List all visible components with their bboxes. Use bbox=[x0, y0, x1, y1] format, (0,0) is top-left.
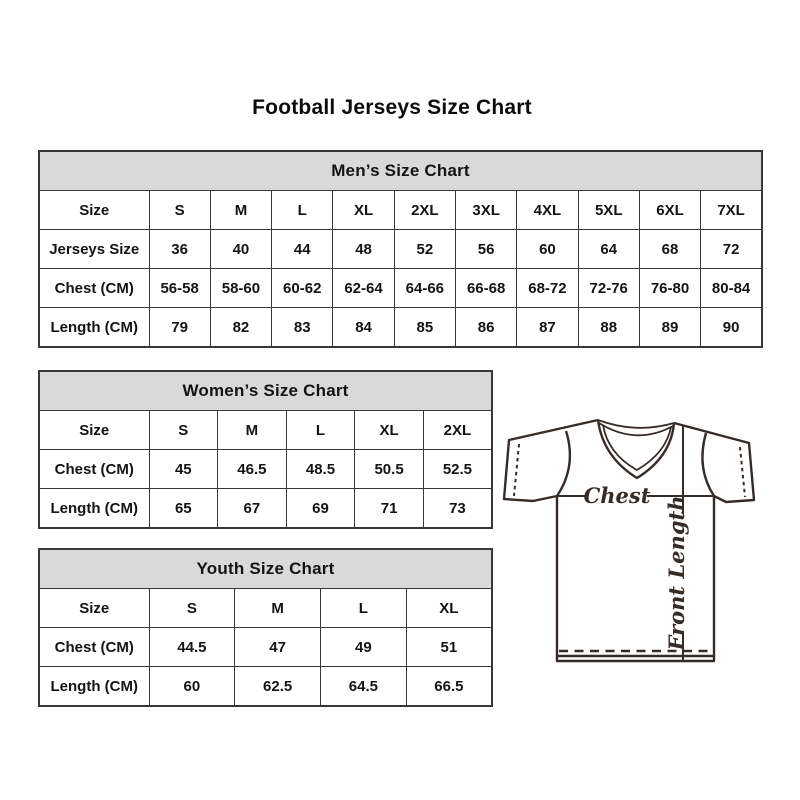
cell: 80-84 bbox=[701, 269, 762, 308]
jersey-measurement-diagram bbox=[500, 410, 772, 672]
table-row bbox=[39, 411, 492, 450]
cell: L bbox=[321, 589, 407, 628]
row-label: Size bbox=[39, 589, 149, 628]
row-label: Length (CM) bbox=[39, 308, 149, 348]
jersey-left-armhole bbox=[557, 431, 570, 496]
cell: 60-62 bbox=[272, 269, 333, 308]
jersey-left-cuff-stitch bbox=[514, 444, 519, 496]
youth-size-table bbox=[38, 548, 493, 707]
cell: 44 bbox=[272, 230, 333, 269]
table-title: Women’s Size Chart bbox=[39, 371, 492, 411]
table-row bbox=[39, 589, 492, 628]
cell: 67 bbox=[218, 489, 287, 529]
jersey-collar-rib bbox=[599, 423, 673, 435]
jersey-right-armhole bbox=[702, 433, 714, 496]
cell: 87 bbox=[517, 308, 578, 348]
cell: M bbox=[210, 191, 271, 230]
front-length-label: Front Length bbox=[664, 495, 689, 651]
cell: S bbox=[149, 191, 210, 230]
cell: S bbox=[149, 589, 235, 628]
cell: 64 bbox=[578, 230, 639, 269]
jersey-body bbox=[557, 496, 714, 661]
cell: S bbox=[149, 411, 218, 450]
cell: 49 bbox=[321, 628, 407, 667]
table-row bbox=[39, 450, 492, 489]
cell: 52 bbox=[394, 230, 455, 269]
cell: XL bbox=[406, 589, 492, 628]
cell: M bbox=[218, 411, 287, 450]
chest-label: Chest bbox=[583, 483, 651, 508]
cell: 2XL bbox=[394, 191, 455, 230]
table-header-row bbox=[39, 151, 762, 191]
cell: 86 bbox=[455, 308, 516, 348]
cell: 79 bbox=[149, 308, 210, 348]
cell: 44.5 bbox=[149, 628, 235, 667]
mens-size-table bbox=[38, 150, 763, 348]
cell: 51 bbox=[406, 628, 492, 667]
cell: 68-72 bbox=[517, 269, 578, 308]
table-header-row bbox=[39, 549, 492, 589]
row-label: Chest (CM) bbox=[39, 269, 149, 308]
cell: 40 bbox=[210, 230, 271, 269]
row-label: Length (CM) bbox=[39, 489, 149, 529]
cell: 48 bbox=[333, 230, 394, 269]
cell: 71 bbox=[355, 489, 424, 529]
cell: 88 bbox=[578, 308, 639, 348]
cell: 65 bbox=[149, 489, 218, 529]
row-label: Size bbox=[39, 191, 149, 230]
table-title: Youth Size Chart bbox=[39, 549, 492, 589]
row-label: Size bbox=[39, 411, 149, 450]
page-title: Football Jerseys Size Chart bbox=[252, 96, 532, 119]
cell: 83 bbox=[272, 308, 333, 348]
table-header-row bbox=[39, 371, 492, 411]
cell: 4XL bbox=[517, 191, 578, 230]
table-row bbox=[39, 628, 492, 667]
table-row bbox=[39, 230, 762, 269]
cell: 52.5 bbox=[423, 450, 492, 489]
table-row bbox=[39, 191, 762, 230]
table-row bbox=[39, 489, 492, 529]
cell: 47 bbox=[235, 628, 321, 667]
cell: 48.5 bbox=[286, 450, 355, 489]
row-label: Chest (CM) bbox=[39, 628, 149, 667]
cell: 56 bbox=[455, 230, 516, 269]
cell: 50.5 bbox=[355, 450, 424, 489]
cell: 69 bbox=[286, 489, 355, 529]
cell: 89 bbox=[639, 308, 700, 348]
cell: 5XL bbox=[578, 191, 639, 230]
cell: 85 bbox=[394, 308, 455, 348]
cell: XL bbox=[355, 411, 424, 450]
cell: 36 bbox=[149, 230, 210, 269]
cell: 3XL bbox=[455, 191, 516, 230]
cell: 76-80 bbox=[639, 269, 700, 308]
cell: 60 bbox=[149, 667, 235, 707]
cell: L bbox=[286, 411, 355, 450]
table-row bbox=[39, 308, 762, 348]
cell: 90 bbox=[701, 308, 762, 348]
cell: 72 bbox=[701, 230, 762, 269]
cell: 58-60 bbox=[210, 269, 271, 308]
table-row bbox=[39, 667, 492, 707]
row-label: Chest (CM) bbox=[39, 450, 149, 489]
cell: 72-76 bbox=[578, 269, 639, 308]
cell: 6XL bbox=[639, 191, 700, 230]
cell: 56-58 bbox=[149, 269, 210, 308]
cell: XL bbox=[333, 191, 394, 230]
cell: 62.5 bbox=[235, 667, 321, 707]
womens-size-table bbox=[38, 370, 493, 529]
table-title: Men’s Size Chart bbox=[39, 151, 762, 191]
cell: 66-68 bbox=[455, 269, 516, 308]
cell: 7XL bbox=[701, 191, 762, 230]
cell: 64.5 bbox=[321, 667, 407, 707]
row-label: Length (CM) bbox=[39, 667, 149, 707]
cell: 66.5 bbox=[406, 667, 492, 707]
cell: 62-64 bbox=[333, 269, 394, 308]
cell: M bbox=[235, 589, 321, 628]
cell: 84 bbox=[333, 308, 394, 348]
cell: 64-66 bbox=[394, 269, 455, 308]
cell: 2XL bbox=[423, 411, 492, 450]
jersey-collar-back bbox=[598, 420, 674, 428]
cell: 60 bbox=[517, 230, 578, 269]
cell: 46.5 bbox=[218, 450, 287, 489]
cell: 68 bbox=[639, 230, 700, 269]
cell: 82 bbox=[210, 308, 271, 348]
row-label: Jerseys Size bbox=[39, 230, 149, 269]
jersey-right-cuff-stitch bbox=[740, 447, 745, 497]
cell: L bbox=[272, 191, 333, 230]
table-row bbox=[39, 269, 762, 308]
cell: 73 bbox=[423, 489, 492, 529]
cell: 45 bbox=[149, 450, 218, 489]
